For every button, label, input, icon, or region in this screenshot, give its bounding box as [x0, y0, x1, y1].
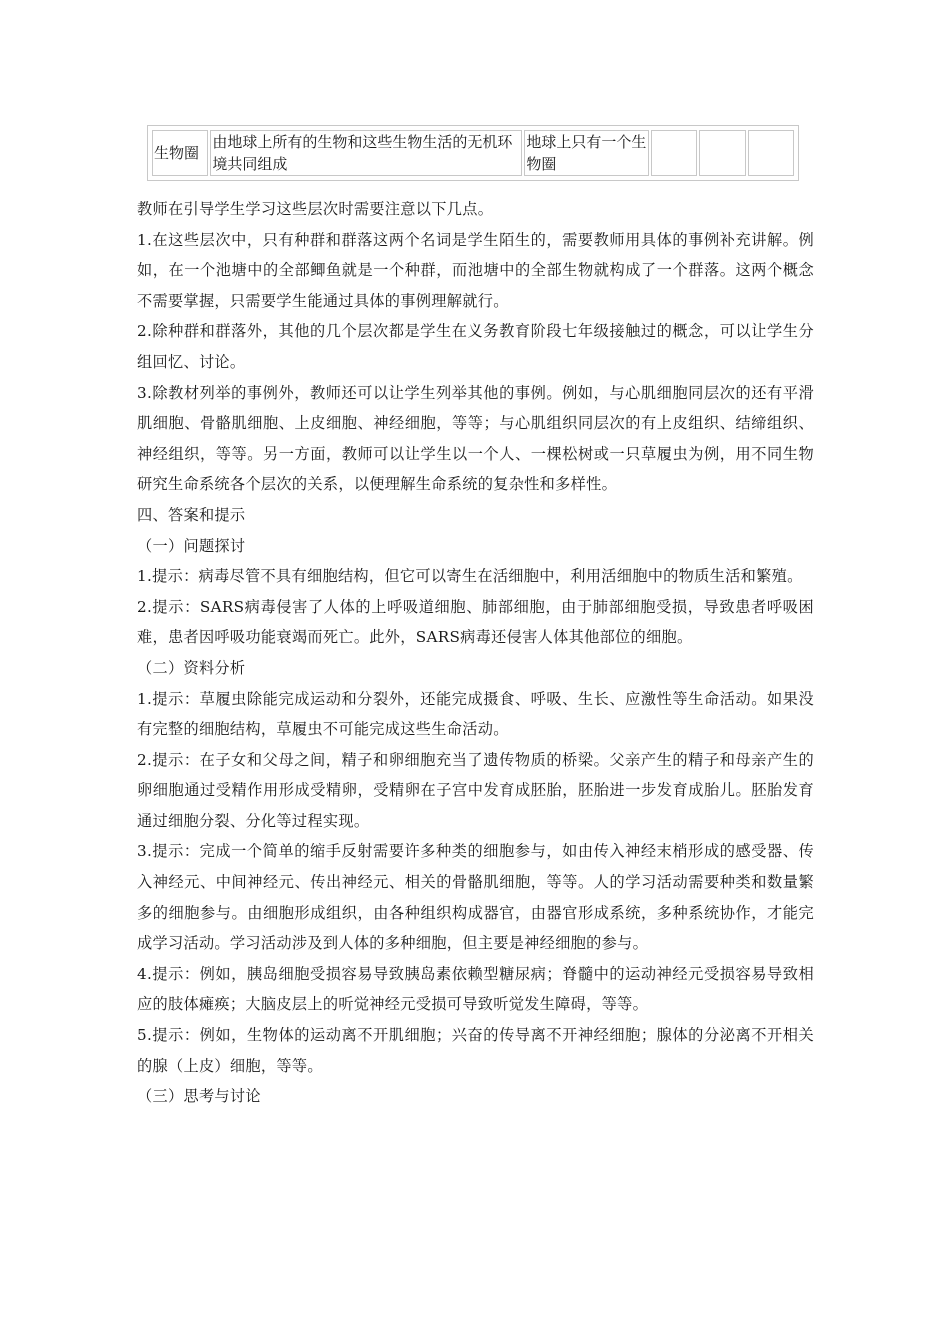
- table-row: [152, 130, 794, 176]
- hierarchy-table: [147, 125, 799, 181]
- answer-paragraph: 3.提示：完成一个简单的缩手反射需要许多种类的细胞参与，如由传入神经末梢形成的感受器、传入神经元、中间神经元、传出神经元、相关的骨骼肌细胞，等等。人的学习活动需要种类和数量繁多的细胞参与。由细胞形成组织，由各种组织构成器官，由器官形成系统，多种系统协作，才能完成学习活动。学习活动涉及到人体的多种细胞，但主要是神经细胞的参与。: [137, 842, 814, 953]
- table-cell-empty: [699, 130, 745, 176]
- answer-paragraph: 1.提示：草履虫除能完成运动和分裂外，还能完成摄食、呼吸、生长、应激性等生命活动。如果没有完整的细胞结构，草履虫不可能完成这些生命活动。: [137, 689, 814, 739]
- note-paragraph-1: 1.在这些层次中，只有种群和群落这两个名词是学生陌生的，需要教师用具体的事例补充讲解。例如，在一个池塘中的全部鲫鱼就是一个种群，而池塘中的全部生物就构成了一个群落。这两个概念不需要掌握，只需要学生能通过具体的事例理解就行。: [137, 230, 814, 310]
- table-cell-level: 生物圈: [152, 130, 208, 176]
- answer-paragraph: 5.提示：例如，生物体的运动离不开肌细胞；兴奋的传导离不开神经细胞；腺体的分泌离不开相关的腺（上皮）细胞，等等。: [137, 1026, 814, 1075]
- answer-paragraph: 4.提示：例如，胰岛细胞受损容易导致胰岛素依赖型糖尿病；脊髓中的运动神经元受损容易导致相应的肢体瘫痪；大脑皮层上的听觉神经元受损可导致听觉发生障碍，等等。: [137, 964, 814, 1014]
- subheading-discussion: （一）问题探讨: [137, 536, 246, 555]
- note-paragraph-3: 3.除教材列举的事例外，教师还可以让学生列举其他的事例。例如，与心肌细胞同层次的还有平滑肌细胞、骨骼肌细胞、上皮细胞、神经细胞，等等；与心肌组织同层次的有上皮组织、结缔组织、神经组织，等等。另一方面，教师可以让学生以一个人、一棵松树或一只草履虫为例，用不同生物研究生命系统各个层次的关系，以便理解生命系统的复杂性和多样性。: [137, 383, 814, 494]
- answer-paragraph: 2.提示：在子女和父母之间，精子和卵细胞充当了遗传物质的桥梁。父亲产生的精子和母亲产生的卵细胞通过受精作用形成受精卵，受精卵在子宫中发育成胚胎，胚胎进一步发育成胎儿。胚胎发育通过细胞分裂、分化等过程实现。: [137, 750, 814, 830]
- section-heading-answers: 四、答案和提示: [137, 505, 246, 524]
- hierarchy-table-grid: [150, 128, 796, 178]
- subheading-think-discuss: （三）思考与讨论: [137, 1087, 261, 1106]
- answer-paragraph: 1.提示：病毒尽管不具有细胞结构，但它可以寄生在活细胞中，利用活细胞中的物质生活和繁殖。: [137, 567, 803, 586]
- subheading-data-analysis: （二）资料分析: [137, 658, 246, 677]
- table-cell-description: 由地球上所有的生物和这些生物生活的无机环境共同组成: [210, 130, 522, 176]
- table-cell-empty: [748, 130, 794, 176]
- table-cell-empty: [651, 130, 697, 176]
- intro-paragraph: 教师在引导学生学习这些层次时需要注意以下几点。: [137, 200, 494, 218]
- table-cell-example: 地球上只有一个生物圈: [524, 130, 649, 176]
- body-text: [137, 194, 814, 1112]
- answer-paragraph: 2.提示：SARS病毒侵害了人体的上呼吸道细胞、肺部细胞，由于肺部细胞受损，导致患者呼吸困难，患者因呼吸功能衰竭而死亡。此外，SARS病毒还侵害人体其他部位的细胞。: [137, 597, 814, 647]
- note-paragraph-2: 2.除种群和群落外，其他的几个层次都是学生在义务教育阶段七年级接触过的概念，可以让学生分组回忆、讨论。: [137, 322, 814, 371]
